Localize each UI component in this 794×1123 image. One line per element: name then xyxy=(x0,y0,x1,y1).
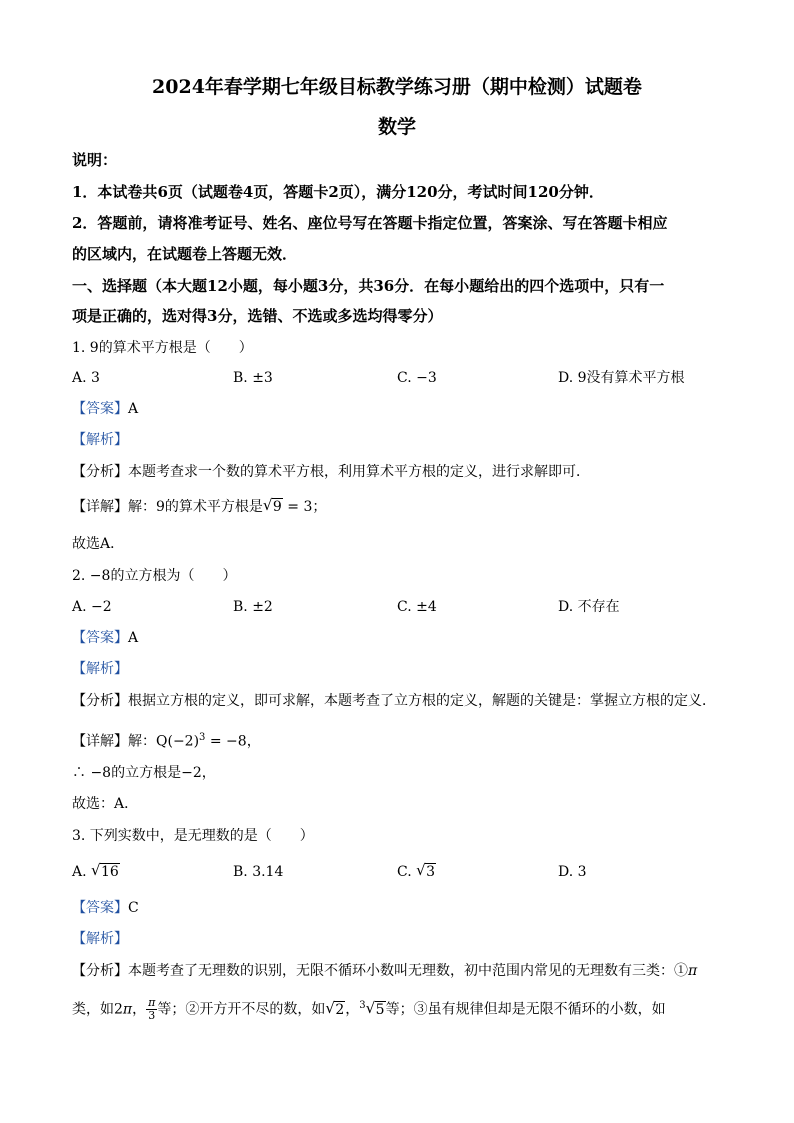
option-a-sqrt: √ 16 xyxy=(91,861,119,880)
answer-value: A xyxy=(128,630,139,646)
question-1-answer xyxy=(72,399,138,419)
sqrt-2-radicand: 2 xyxy=(335,1001,345,1018)
analysis-text: 根据立方根的定义，即可求解，本题考查了立方根的定义，解题的关键是：掌握立方根的定义． xyxy=(128,693,716,709)
analysis-text-a: 类，如2 xyxy=(72,1001,123,1018)
question-2-option-a: A. −2 xyxy=(72,599,112,615)
question-1-option-a: A. 3 xyxy=(72,370,100,386)
detail-tag: 【详解】 xyxy=(72,733,128,750)
detail-text-post: = 3； xyxy=(282,499,327,515)
pi-symbol: π xyxy=(122,1001,133,1018)
cube-root-5: √ 5 xyxy=(365,998,385,1018)
question-2-analysis xyxy=(72,691,716,711)
section-heading-line-1: 一、选择题（本大题12小题，每小题3分，共36分．在每小题给出的四个选项中，只有一 xyxy=(72,277,665,295)
question-1-option-b: B. ±3 xyxy=(233,370,273,386)
question-1-analysis xyxy=(72,462,590,482)
question-2-option-d: D. 不存在 xyxy=(558,599,620,615)
instruction-item-2-line-1: 2．答题前，请将准考证号、姓名、座位号写在答题卡指定位置，答案涂、写在答题卡相应 xyxy=(72,214,668,232)
option-a-radicand: 16 xyxy=(101,864,119,880)
answer-tag: 【答案】 xyxy=(72,401,128,417)
sqrt-expression: √ 9 xyxy=(262,496,282,515)
option-a-prefix: A. xyxy=(72,864,87,880)
answer-tag: 【答案】 xyxy=(72,630,128,646)
question-3-option-d: D. 3 xyxy=(558,864,587,880)
analysis-text-b: 等；②开方开不尽的数，如 xyxy=(157,1001,326,1018)
fraction-pi-over-3 xyxy=(146,997,157,1022)
question-3-jiexi-tag: 【解析】 xyxy=(72,931,128,947)
question-3-analysis-line-1 xyxy=(72,961,697,981)
question-2-option-b: B. ±2 xyxy=(233,599,273,615)
sqrt-radicand: 9 xyxy=(272,499,282,515)
question-3-option-a xyxy=(72,862,120,882)
answer-value: A xyxy=(128,401,139,417)
question-1-stem: 1. 9的算术平方根是（ ） xyxy=(72,340,253,356)
analysis-tag: 【分析】 xyxy=(72,963,128,979)
subject-title: 数学 xyxy=(377,116,416,138)
question-3-answer xyxy=(72,898,139,918)
detail-text-pre: 解：Q xyxy=(128,733,168,750)
question-1-conclusion: 故选A． xyxy=(72,536,125,552)
pi-symbol: π xyxy=(688,963,698,979)
question-2-jiexi-tag: 【解析】 xyxy=(72,661,128,677)
page-title: 2024年春学期七年级目标教学练习册（期中检测）试题卷 xyxy=(152,76,642,98)
question-3-analysis-line-2: 类，如2π， $\frac{\pi}{3}$ 等；②开方开不尽的数，如 √ 2，$^3$ √ 5等；③虽有规律但却是无限不循环的小数，如 xyxy=(72,996,666,1023)
question-2-option-c: C. ±4 xyxy=(397,599,437,615)
option-c-sqrt: √ 3 xyxy=(416,861,436,880)
question-2-detail xyxy=(72,728,261,752)
detail-text-pre: 解：9的算术平方根是 xyxy=(128,499,263,515)
question-2-stem: 2. −8的立方根为（ ） xyxy=(72,568,237,584)
instructions-label: 说明： xyxy=(72,151,118,169)
detail-text-post: = −8， xyxy=(205,733,261,750)
question-3-option-c xyxy=(397,862,436,882)
option-c-radicand: 3 xyxy=(426,864,436,880)
cube-root-radicand: 5 xyxy=(375,1001,385,1018)
detail-tag: 【详解】 xyxy=(72,499,128,515)
detail-base: (−2) xyxy=(167,733,200,750)
question-1-jiexi-tag: 【解析】 xyxy=(72,432,128,448)
fraction-denominator: 3 xyxy=(148,1009,156,1023)
analysis-text-d: 等；③虽有规律但却是无限不循环的小数，如 xyxy=(385,1001,666,1018)
cube-root-index: 3 xyxy=(359,1000,366,1011)
question-2-answer xyxy=(72,628,138,648)
question-1-detail xyxy=(72,497,326,517)
question-1-option-d: D. 9没有算术平方根 xyxy=(558,370,685,386)
question-3-option-b: B. 3.14 xyxy=(233,864,284,880)
question-1-option-c: C. −3 xyxy=(397,370,437,386)
question-2-conclusion: 故选：A． xyxy=(72,796,139,812)
section-heading-line-2: 项是正确的，选对得3分，选错、不选或多选均得零分） xyxy=(72,307,443,325)
sqrt-2: √ 2 xyxy=(325,998,345,1018)
answer-tag: 【答案】 xyxy=(72,900,128,916)
option-c-prefix: C. xyxy=(397,864,412,880)
analysis-tag: 【分析】 xyxy=(72,693,128,709)
analysis-text: 本题考查求一个数的算术平方根，利用算术平方根的定义，进行求解即可． xyxy=(128,464,590,480)
question-2-therefore: ∴ −8的立方根是−2， xyxy=(72,765,216,781)
question-3-stem: 3. 下列实数中，是无理数的是（ ） xyxy=(72,828,314,844)
fraction-numerator: π xyxy=(148,996,156,1010)
instruction-item-2-line-2: 的区域内，在试题卷上答题无效． xyxy=(72,245,298,263)
detail-exponent: 3 xyxy=(199,732,206,743)
analysis-tag: 【分析】 xyxy=(72,464,128,480)
analysis-text: 本题考查了无理数的识别，无限不循环小数叫无理数，初中范围内常见的无理数有三类：① xyxy=(128,963,688,979)
answer-value: C xyxy=(128,900,139,916)
instruction-item-1: 1．本试卷共6页（试题卷4页，答题卡2页），满分120分，考试时间120分钟． xyxy=(72,183,604,201)
